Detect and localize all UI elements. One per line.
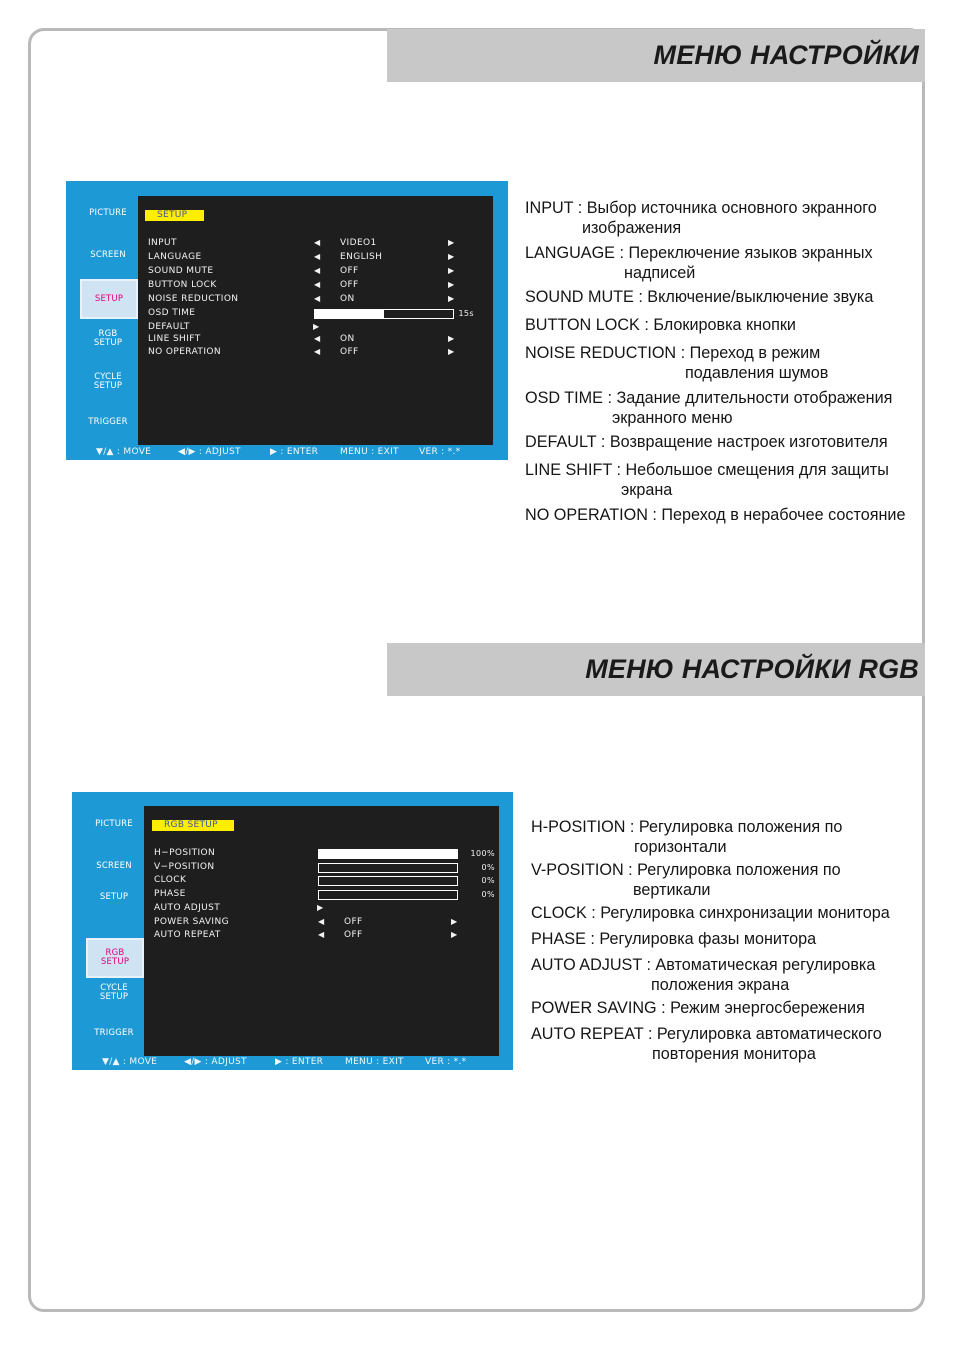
arrow-right-icon[interactable]: ▶ bbox=[451, 916, 458, 926]
osd-row-sound-mute[interactable] bbox=[148, 266, 493, 278]
osd-rgb-setup-screen bbox=[72, 792, 513, 1070]
arrow-right-icon[interactable]: ▶ bbox=[448, 238, 455, 247]
arrow-right-icon[interactable]: ▶ bbox=[448, 294, 455, 303]
osd-tab-rgb-setup[interactable]: RGB SETUP bbox=[86, 938, 144, 978]
description-text: NO OPERATION : Переход в нерабочее состояние bbox=[525, 505, 906, 524]
osd-row-label: LINE SHIFT bbox=[148, 334, 201, 344]
osd-row-input[interactable] bbox=[148, 238, 493, 250]
description-continuation: изображения bbox=[582, 219, 682, 237]
description-text: OSD TIME : Задание длительности отображения bbox=[525, 388, 893, 407]
osd-tab-cycle-setup[interactable]: CYCLE SETUP bbox=[99, 983, 129, 1002]
osd-row-label: CLOCK bbox=[154, 875, 187, 886]
footer-enter: ▶ : ENTER bbox=[275, 1057, 324, 1067]
description-text: NOISE REDUCTION : Переход в режим bbox=[525, 344, 821, 362]
arrow-right-icon[interactable]: ▶ bbox=[448, 252, 455, 261]
footer-enter: ▶ : ENTER bbox=[270, 447, 319, 457]
osd-row-value: OFF bbox=[344, 916, 363, 927]
osd-row-language[interactable] bbox=[148, 252, 493, 264]
osd-row-label: INPUT bbox=[148, 238, 177, 248]
osd-row-label: DEFAULT bbox=[148, 322, 190, 332]
osd-row-value: ON bbox=[340, 334, 355, 344]
description-text: INPUT : Выбор источника основного экранного bbox=[525, 199, 877, 217]
arrow-left-icon[interactable]: ◀ bbox=[314, 347, 321, 356]
osd-row-auto-adjust[interactable] bbox=[154, 903, 499, 915]
osd-value-readout: 0% bbox=[481, 876, 495, 886]
osd-value-bar[interactable] bbox=[318, 876, 458, 886]
description-text: DEFAULT : Возвращение настроек изготовителя bbox=[525, 433, 888, 451]
footer-move: ▼/▲ : MOVE bbox=[102, 1057, 158, 1067]
osd-row-value: OFF bbox=[340, 280, 359, 290]
arrow-left-icon[interactable]: ◀ bbox=[314, 252, 321, 261]
arrow-right-icon[interactable]: ▶ bbox=[451, 930, 458, 940]
osd-row-button-lock[interactable] bbox=[148, 280, 493, 292]
osd-value-bar[interactable] bbox=[314, 309, 454, 319]
arrow-right-icon[interactable]: ▶ bbox=[448, 334, 455, 343]
osd-row-label: SOUND MUTE bbox=[148, 266, 214, 276]
osd-row-value: OFF bbox=[340, 266, 359, 276]
osd-tab-picture[interactable]: PICTURE bbox=[89, 208, 127, 218]
osd-row-default[interactable] bbox=[148, 322, 493, 334]
osd-tab-picture[interactable]: PICTURE bbox=[95, 819, 133, 829]
osd-row-label: POWER SAVING bbox=[154, 916, 229, 927]
osd-tab-screen[interactable]: SCREEN bbox=[96, 861, 132, 871]
description-continuation: горизонтали bbox=[634, 838, 727, 856]
osd-tab-setup[interactable]: SETUP bbox=[99, 892, 129, 902]
description-text: BUTTON LOCK : Блокировка кнопки bbox=[525, 316, 796, 334]
osd-value-bar[interactable] bbox=[318, 863, 458, 873]
arrow-left-icon[interactable]: ◀ bbox=[318, 930, 325, 940]
footer-adjust: ◀/▶ : ADJUST bbox=[178, 447, 241, 457]
osd-row-noise-reduction[interactable] bbox=[148, 294, 493, 306]
osd-row-line-shift[interactable] bbox=[148, 334, 493, 346]
osd-row-label: PHASE bbox=[154, 889, 186, 900]
osd-row-label: BUTTON LOCK bbox=[148, 280, 217, 290]
osd-row-value: OFF bbox=[344, 930, 363, 941]
osd-row-osd-time[interactable] bbox=[148, 308, 493, 320]
osd-row-v-position[interactable] bbox=[154, 862, 499, 874]
description-continuation: надписей bbox=[624, 263, 696, 282]
footer-exit: MENU : EXIT bbox=[345, 1057, 404, 1067]
osd-tab-trigger[interactable]: TRIGGER bbox=[88, 417, 128, 427]
osd-menu-panel bbox=[138, 196, 493, 445]
osd-row-value: ON bbox=[340, 294, 355, 304]
osd-row-label: H−POSITION bbox=[154, 848, 216, 858]
osd-value-readout: 100% bbox=[470, 849, 495, 858]
osd-row-clock[interactable] bbox=[154, 875, 499, 887]
osd-tab-rgb-setup[interactable]: RGB SETUP bbox=[93, 329, 123, 348]
osd-menu-title: SETUP bbox=[145, 210, 204, 221]
arrow-right-icon[interactable]: ▶ bbox=[448, 266, 455, 275]
osd-menu-panel bbox=[144, 806, 499, 1056]
description-text: AUTO REPEAT : Регулировка автоматического bbox=[531, 1025, 882, 1043]
osd-row-no-operation[interactable] bbox=[148, 347, 493, 359]
arrow-left-icon[interactable]: ◀ bbox=[314, 266, 321, 275]
arrow-left-icon[interactable]: ◀ bbox=[314, 238, 321, 247]
osd-value-bar[interactable] bbox=[318, 849, 458, 859]
osd-row-label: NOISE REDUCTION bbox=[148, 294, 239, 304]
description-continuation: подавления шумов bbox=[685, 364, 829, 382]
osd-row-phase[interactable] bbox=[154, 889, 499, 901]
osd-tab-screen[interactable]: SCREEN bbox=[90, 250, 126, 260]
description-continuation: экрана bbox=[621, 481, 673, 499]
osd-row-label: V−POSITION bbox=[154, 861, 215, 872]
osd-value-readout: 15s bbox=[458, 309, 474, 318]
osd-footer bbox=[66, 447, 508, 461]
section-title: МЕНЮ НАСТРОЙКИ RGB bbox=[585, 654, 919, 684]
osd-footer bbox=[72, 1057, 513, 1071]
description-continuation: вертикали bbox=[633, 881, 711, 899]
section-banner-setup bbox=[387, 29, 925, 82]
footer-adjust: ◀/▶ : ADJUST bbox=[184, 1057, 247, 1067]
description-text: LANGUAGE : Переключение языков экранных bbox=[525, 243, 873, 262]
osd-value-readout: 0% bbox=[481, 862, 495, 872]
osd-row-power-saving[interactable] bbox=[154, 917, 499, 929]
osd-row-value: ENGLISH bbox=[340, 252, 383, 262]
osd-row-auto-repeat[interactable] bbox=[154, 930, 499, 942]
description-text: H-POSITION : Регулировка положения по bbox=[531, 818, 843, 836]
description-text: SOUND MUTE : Включение/выключение звука bbox=[525, 288, 874, 306]
osd-row-label: NO OPERATION bbox=[148, 347, 221, 357]
osd-row-label: AUTO ADJUST bbox=[154, 902, 221, 913]
description-continuation: экранного меню bbox=[612, 408, 733, 427]
osd-menu-title: RGB SETUP bbox=[152, 820, 234, 831]
description-text: LINE SHIFT : Небольшое смещения для защиты bbox=[525, 461, 889, 479]
osd-row-h-position[interactable] bbox=[154, 848, 499, 860]
arrow-right-icon[interactable]: ▶ bbox=[448, 280, 455, 289]
osd-value-bar-fill bbox=[319, 850, 457, 858]
footer-exit: MENU : EXIT bbox=[340, 447, 399, 457]
osd-row-label: OSD TIME bbox=[148, 308, 196, 318]
osd-value-bar-fill bbox=[315, 310, 384, 318]
description-continuation: повторения монитора bbox=[652, 1045, 816, 1063]
arrow-left-icon[interactable]: ◀ bbox=[314, 334, 321, 343]
footer-version: VER : *.* bbox=[425, 1057, 467, 1067]
osd-row-label: LANGUAGE bbox=[148, 252, 202, 262]
arrow-left-icon[interactable]: ◀ bbox=[314, 294, 321, 303]
osd-row-label: AUTO REPEAT bbox=[154, 930, 221, 941]
section-title: МЕНЮ НАСТРОЙКИ bbox=[653, 40, 919, 70]
enter-arrow-icon[interactable]: ▶ bbox=[313, 322, 320, 331]
description-text: PHASE : Регулировка фазы монитора bbox=[531, 930, 817, 948]
description-continuation: положения экрана bbox=[651, 976, 790, 994]
description-text: V-POSITION : Регулировка положения по bbox=[531, 861, 841, 879]
osd-setup-screen bbox=[66, 181, 508, 460]
arrow-left-icon[interactable]: ◀ bbox=[318, 916, 325, 926]
osd-row-value: OFF bbox=[340, 347, 359, 357]
enter-arrow-icon[interactable]: ▶ bbox=[317, 902, 324, 912]
osd-value-bar[interactable] bbox=[318, 890, 458, 900]
description-text: AUTO ADJUST : Автоматическая регулировка bbox=[531, 956, 876, 974]
osd-tab-cycle-setup[interactable]: CYCLE SETUP bbox=[93, 372, 123, 391]
osd-value-readout: 0% bbox=[481, 890, 495, 900]
footer-version: VER : *.* bbox=[419, 447, 461, 457]
osd-tab-trigger[interactable]: TRIGGER bbox=[94, 1028, 134, 1038]
osd-tab-setup[interactable]: SETUP bbox=[80, 279, 138, 319]
arrow-left-icon[interactable]: ◀ bbox=[314, 280, 321, 289]
section-banner-rgb bbox=[387, 643, 925, 696]
description-text: CLOCK : Регулировка синхронизации монитора bbox=[531, 904, 890, 922]
footer-move: ▼/▲ : MOVE bbox=[96, 447, 152, 457]
osd-row-value: VIDEO1 bbox=[340, 238, 377, 248]
description-text: POWER SAVING : Режим энергосбережения bbox=[531, 999, 865, 1017]
arrow-right-icon[interactable]: ▶ bbox=[448, 347, 455, 356]
